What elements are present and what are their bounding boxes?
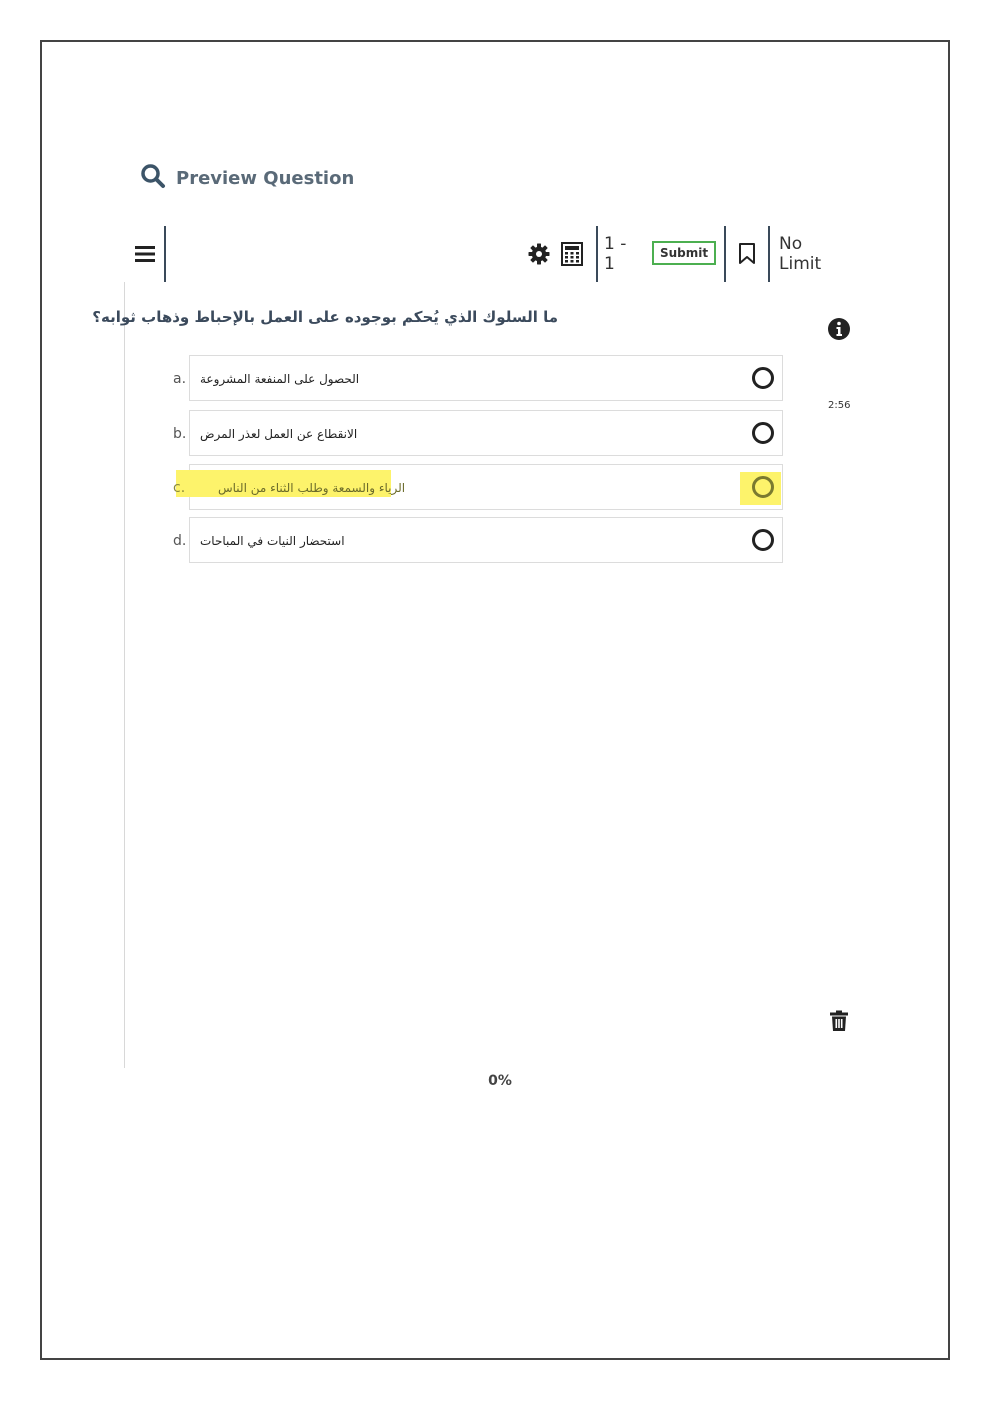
option-text: الانقطاع عن العمل لعذر المرض: [200, 427, 358, 441]
submit-button[interactable]: Submit: [652, 241, 716, 265]
question-text: ما السلوك الذي يُحكم بوجوده على العمل بالإحباط وذهاب ثوابه؟: [92, 308, 558, 326]
bookmark-icon[interactable]: [736, 240, 758, 268]
calculator-icon[interactable]: [560, 240, 584, 268]
page-title-row: [140, 162, 354, 194]
search-icon: [140, 163, 166, 194]
toolbar-divider: [724, 226, 726, 282]
page-title: Preview Question: [176, 167, 355, 189]
info-icon[interactable]: [827, 317, 851, 346]
question-toolbar: [0, 226, 992, 282]
toolbar-divider: [164, 226, 166, 282]
content-left-border: [124, 282, 125, 1068]
option-letter: a.: [173, 371, 187, 387]
question-timer: 2:56: [828, 400, 851, 411]
option-letter: b.: [173, 426, 187, 442]
option-letter: c.: [173, 480, 186, 496]
option-text: الرياء والسمعة وطلب الثناء من الناس: [218, 481, 406, 495]
progress-percentage: 0%: [488, 1073, 512, 1089]
hamburger-icon[interactable]: [133, 240, 157, 268]
option-letter: d.: [173, 533, 187, 549]
toolbar-divider: [596, 226, 598, 282]
gear-icon[interactable]: [527, 240, 551, 268]
option-text: استحضار النيات في المباحات: [200, 534, 345, 548]
radio-button[interactable]: [752, 422, 774, 444]
radio-button[interactable]: [752, 529, 774, 551]
toolbar-divider: [768, 226, 770, 282]
option-text: الحصول على المنفعة المشروعة: [200, 372, 360, 386]
time-limit-label: No Limit: [779, 234, 822, 274]
radio-button[interactable]: [752, 367, 774, 389]
question-counter: 1 - 1: [604, 234, 627, 274]
radio-button[interactable]: [752, 476, 774, 498]
trash-icon[interactable]: [829, 1010, 849, 1037]
